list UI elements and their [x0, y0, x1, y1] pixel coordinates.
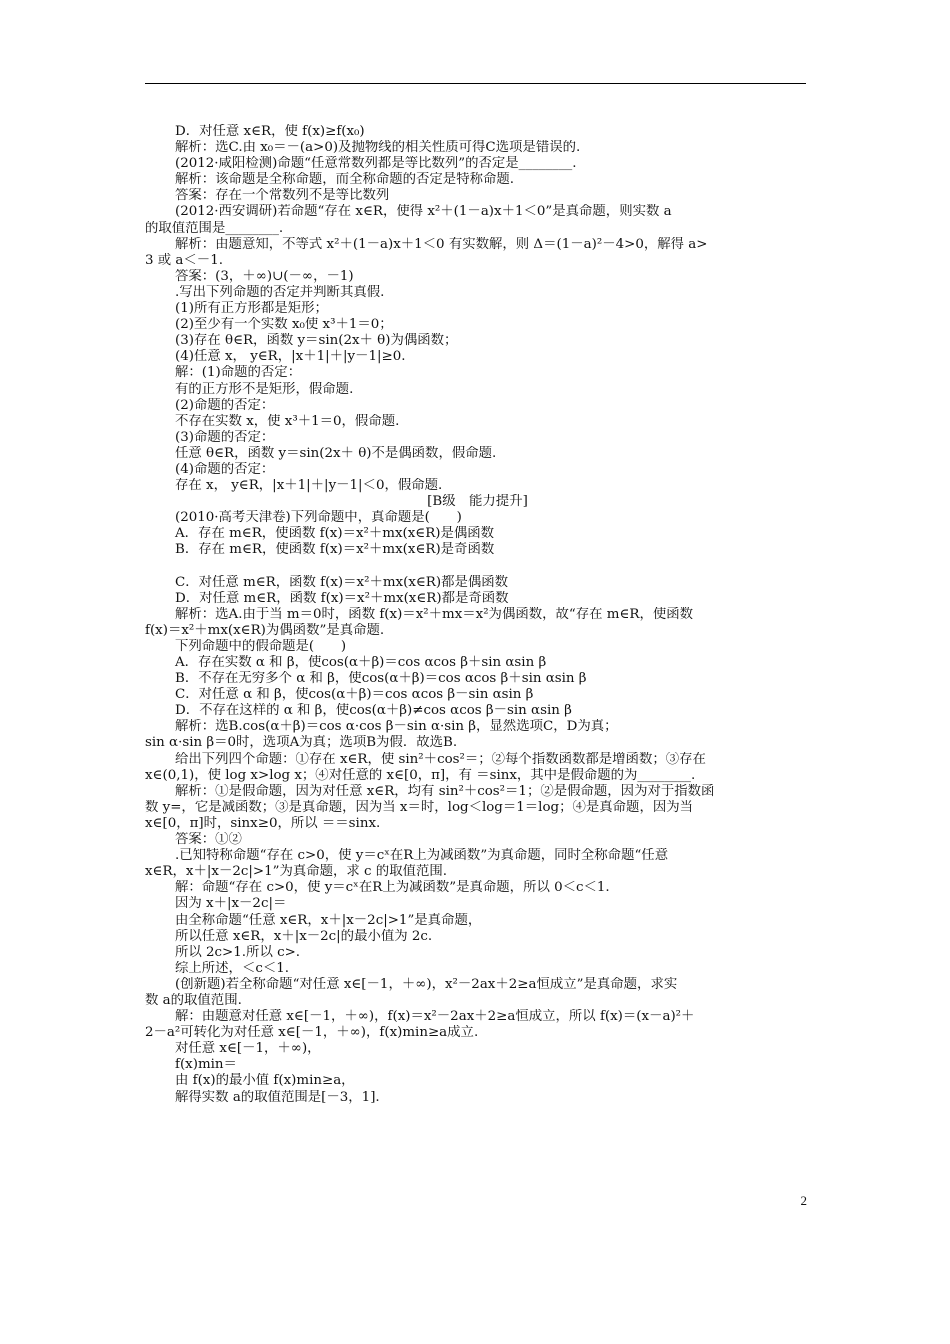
text-line: 有的正方形不是矩形，假命题. [175, 381, 354, 397]
text-line: 综上所述，＜c＜1. [175, 960, 290, 976]
page-content [145, 124, 810, 1106]
text-line: D．对任意 m∈R，函数 f(x)＝x²＋mx(x∈R)都是奇函数 [175, 590, 509, 606]
text-line: 解：由题意对任意 x∈[－1，＋∞)，f(x)＝x²－2ax＋2≥a恒成立，所以 f(x)＝(x－a)²＋ [175, 1009, 695, 1025]
text-line: 解得实数 a的取值范围是[－3，1]. [175, 1089, 380, 1105]
text-line: (创新题)若全称命题“对任意 x∈[－1，＋∞)，x²－2ax＋2≥a恒成立”是真命题，求实 [175, 976, 678, 992]
text-line: 所以 2c>1.所以 c>. [175, 944, 301, 960]
text-line: 由全称命题“任意 x∈R，x＋|x－2c|>1”是真命题， [175, 912, 482, 928]
text-line: (2)命题的否定： [175, 397, 275, 413]
header-rule [145, 83, 806, 84]
text-line: C．对任意 α 和 β，使cos(α＋β)＝cos αcos β－sin αsin β [175, 687, 534, 703]
text-line: 答案：①② [175, 832, 242, 848]
text-line: 下列命题中的假命题是( ) [175, 638, 347, 654]
text-line: x∈R，x＋|x－2c|>1”为真命题，求 c 的取值范围. [145, 864, 448, 880]
text-line: .已知特称命题“存在 c>0，使 y＝cˣ在R上为减函数”为真命题，同时全称命题“任意 [175, 848, 669, 864]
text-line: 由 f(x)的最小值 f(x)min≥a， [175, 1073, 355, 1089]
text-line: 所以任意 x∈R，x＋|x－2c|的最小值为 2c. [175, 928, 433, 944]
page-number: 2 [800, 1193, 807, 1208]
text-line: (3)命题的否定： [175, 429, 275, 445]
text-line: C．对任意 m∈R，函数 f(x)＝x²＋mx(x∈R)都是偶函数 [175, 574, 509, 590]
text-line: (2)至少有一个实数 x₀使 x³＋1＝0； [175, 317, 393, 333]
text-line: (2012·咸阳检测)命题“任意常数列都是等比数列”的否定是________. [175, 156, 577, 172]
blank-line [145, 559, 810, 575]
section-heading: [B级 能力提升] [427, 494, 528, 510]
text-line: 数 y=，它是减函数；③是真命题，因为当 x＝时，log＜log＝1＝log；④是真命题，因为当 [145, 799, 694, 815]
text-line: x∈[0，π]时，sinx≥0，所以 ＝＝sinx. [145, 815, 381, 831]
text-line: 答案：(3，＋∞)∪(－∞，－1) [175, 268, 354, 284]
text-line: 2－a²可转化为对任意 x∈[－1，＋∞)，f(x)min≥a成立. [145, 1025, 479, 1041]
text-line: .写出下列命题的否定并判断其真假. [175, 284, 385, 300]
text-line: sin α·sin β＝0时，选项A为真；选项B为假．故选B. [145, 735, 458, 751]
text-line: (2012·西安调研)若命题“存在 x∈R，使得 x²＋(1－a)x＋1＜0”是真命题，则实数 a [175, 204, 672, 220]
text-line: 因为 x＋|x－2c|＝ [175, 896, 287, 912]
text-line: B．存在 m∈R，使函数 f(x)＝x²＋mx(x∈R)是奇函数 [175, 542, 495, 558]
text-line: 数 a的取值范围. [145, 992, 242, 1008]
text-line: 解析：①是假命题，因为对任意 x∈R，均有 sin²＋cos²＝1；②是假命题，因为对于指数函 [175, 783, 715, 799]
text-line: f(x)min＝ [175, 1057, 237, 1073]
text-line: A．存在实数 α 和 β，使cos(α＋β)＝cos αcos β＋sin αsin β [175, 655, 547, 670]
text-line: x∈(0,1)，使 log x>log x；④对任意的 x∈[0，π]，有 ＝sinx，其中是假命题的为________. [145, 767, 696, 783]
text-line: 的取值范围是________. [145, 220, 284, 236]
text-line: 对任意 x∈[－1，＋∞)， [175, 1041, 321, 1057]
text-line: 答案：存在一个常数列不是等比数列 [175, 188, 390, 204]
text-line: (4)任意 x， y∈R，|x＋1|＋|y－1|≥0. [175, 349, 406, 365]
text-line: 不存在实数 x，使 x³＋1＝0，假命题. [175, 413, 400, 429]
text-line: (2010·高考天津卷)下列命题中，真命题是( ) [175, 510, 462, 526]
text-line: (1)所有正方形都是矩形； [175, 301, 328, 317]
text-line: 3 或 a＜－1. [145, 252, 223, 268]
text-line: 解析：选A.由于当 m＝0时，函数 f(x)＝x²＋mx＝x²为偶函数，故“存在 m∈R，使函数 [175, 606, 694, 622]
text-line: 给出下列四个命题：①存在 x∈R，使 sin²＋cos²＝；②每个指数函数都是增函数；③存在 [175, 751, 706, 767]
text-line: D．对任意 x∈R，使 f(x)≥f(x₀) [175, 124, 365, 139]
text-line: 解析：选C.由 x₀＝－(a>0)及抛物线的相关性质可得C选项是错误的. [175, 140, 581, 156]
text-line: A．存在 m∈R，使函数 f(x)＝x²＋mx(x∈R)是偶函数 [175, 526, 495, 542]
text-line: 解析：由题意知，不等式 x²＋(1－a)x＋1＜0 有实数解，则 Δ＝(1－a)²－4>0，解得 a> [175, 236, 708, 252]
text-line: D．不存在这样的 α 和 β，使cos(α＋β)≠cos αcos β－sin αsin β [175, 703, 572, 719]
text-line: (4)命题的否定： [175, 461, 275, 477]
text-line: B．不存在无穷多个 α 和 β，使cos(α＋β)＝cos αcos β＋sin αsin β [175, 671, 587, 687]
text-line: 解：命题“存在 c>0，使 y＝cˣ在R上为减函数”是真命题，所以 0＜c＜1. [175, 880, 610, 896]
text-line: (3)存在 θ∈R，函数 y＝sin(2x＋ θ)为偶函数； [175, 333, 458, 349]
text-line: 存在 x， y∈R，|x＋1|＋|y－1|＜0，假命题. [175, 478, 443, 494]
text-line: 解析：选B.cos(α＋β)＝cos α·cos β－sin α·sin β，显然选项C，D为真； [175, 719, 618, 735]
text-line: f(x)＝x²＋mx(x∈R)为偶函数”是真命题. [145, 622, 385, 638]
text-line: 解：(1)命题的否定： [175, 365, 302, 381]
text-line: 解析：该命题是全称命题，而全称命题的否定是特称命题. [175, 172, 515, 188]
text-line: 任意 θ∈R，函数 y＝sin(2x＋ θ)不是偶函数，假命题. [175, 445, 497, 461]
